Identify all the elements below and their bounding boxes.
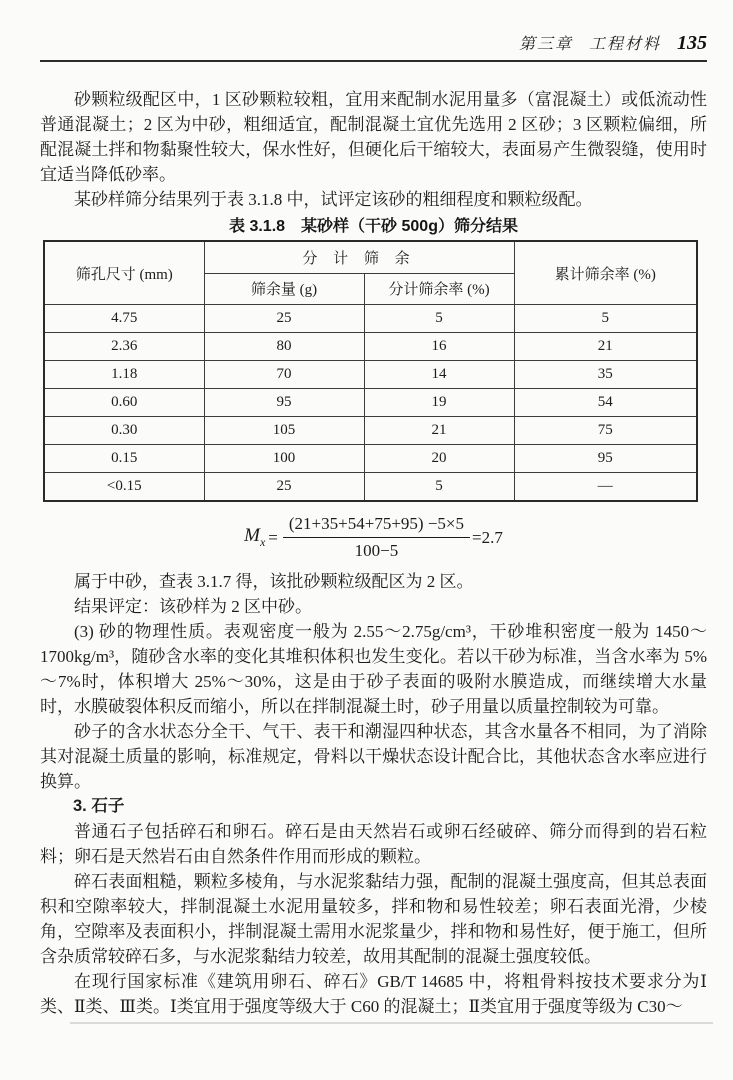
- table-row: [44, 389, 697, 417]
- page-header: [40, 32, 707, 56]
- table-row: [44, 473, 697, 502]
- paragraph-moisture-states: 砂子的含水状态分全干、气干、表干和潮湿四种状态，其含水量各不相同，为了消除其对混凝土质量的影响，标准规定，骨料以干燥状态设计配合比，其他状态含水率应进行换算。: [40, 722, 707, 791]
- table-cell: 35: [514, 361, 697, 389]
- table-title: 表 3.1.8 某砂样（干砂 500g）筛分结果: [229, 218, 518, 235]
- table-cell: 16: [364, 333, 514, 361]
- table-cell: 5: [364, 305, 514, 333]
- table-cell: 4.75: [44, 305, 204, 333]
- scan-artifact-line: [70, 1022, 713, 1024]
- heading-stones: 3. 石子: [73, 797, 125, 815]
- table-cell: <0.15: [44, 473, 204, 502]
- table-cell: 95: [514, 445, 697, 473]
- table-cell: 20: [364, 445, 514, 473]
- formula-fraction: [283, 514, 470, 561]
- table-cell: 1.18: [44, 361, 204, 389]
- table-cell: 21: [514, 333, 697, 361]
- table-cell: 0.30: [44, 417, 204, 445]
- table-cell: 19: [364, 389, 514, 417]
- table-cell: 75: [514, 417, 697, 445]
- table-cell: 0.15: [44, 445, 204, 473]
- header-rule: [40, 60, 707, 62]
- table-row: [44, 305, 697, 333]
- table-cell: 0.60: [44, 389, 204, 417]
- paragraph-sand-zones: 砂颗粒级配区中，1 区砂颗粒较粗，宜用来配制水泥用量多（富混凝土）或低流动性普通混凝土；2 区为中砂，粗细适宜，配制混凝土宜优先选用 2 区砂；3 区颗粒偏细，所配混凝土拌和物黏聚性较大，保水性好，但硬化后干缩较大，表面易产生微裂缝，使用时宜适当降低砂率。: [40, 90, 707, 184]
- table-cell: 14: [364, 361, 514, 389]
- table-row: [44, 417, 697, 445]
- paragraph-sieve-intro: 某砂样筛分结果列于表 3.1.8 中，试评定该砂的粗细程度和颗粒级配。: [74, 190, 593, 209]
- paragraph-national-standard: 在现行国家标准《建筑用卵石、碎石》GB/T 14685 中，将粗骨料按技术要求分为Ⅰ类、Ⅱ类、Ⅲ类。Ⅰ类宜用于强度等级大于 C60 的混凝土；Ⅱ类宜用于强度等级为 C30～: [40, 972, 707, 1016]
- paragraph-physical-properties: [40, 619, 707, 719]
- table-cell: 21: [364, 417, 514, 445]
- term-label: (3) 砂的物理性质。: [74, 622, 224, 641]
- table-cell: 105: [204, 417, 364, 445]
- paragraph-medium-sand: 属于中砂，查表 3.1.7 得，该批砂颗粒级配区为 2 区。: [74, 572, 474, 591]
- table-cell: 80: [204, 333, 364, 361]
- sieve-results-table: [43, 240, 698, 502]
- fineness-modulus-formula: [40, 514, 707, 561]
- table-cell: 54: [514, 389, 697, 417]
- table-header-row: [44, 241, 697, 273]
- table-cell: —: [514, 473, 697, 502]
- table-cell: 95: [204, 389, 364, 417]
- table-cell: 25: [204, 473, 364, 502]
- chapter-label: 第三章: [518, 36, 573, 53]
- page-number: 135: [677, 32, 707, 54]
- col-header-sieve-size: 筛孔尺寸 (mm): [44, 241, 204, 305]
- col-header-partial-residue-rate: 分计筛余率 (%): [364, 273, 514, 305]
- formula-numerator: (21+35+54+75+95) −5×5: [283, 514, 470, 538]
- formula-result: =2.7: [472, 527, 503, 547]
- table-row: [44, 361, 697, 389]
- table-cell: 5: [364, 473, 514, 502]
- formula-equals: =: [268, 527, 278, 547]
- section-label: 工程材料: [588, 36, 661, 53]
- formula-denominator: 100−5: [354, 541, 399, 560]
- table-cell: 25: [204, 305, 364, 333]
- paragraph-crushed-vs-pebble: 碎石表面粗糙，颗粒多棱角，与水泥浆黏结力强，配制的混凝土强度高，但其总表面积和空隙率较大，拌制混凝土水泥用量较多，拌和物和易性较差；卵石表面光滑，少棱角，空隙率及表面积小，拌制混凝土需用水泥浆量少，拌和物和易性好，便于施工，但所含杂质常较碎石多，与水泥浆黏结力较差，故用其配制的混凝土强度较低。: [40, 872, 707, 966]
- table-cell: 2.36: [44, 333, 204, 361]
- table-cell: 100: [204, 445, 364, 473]
- paragraph-result-evaluation: 结果评定：该砂样为 2 区中砂。: [74, 597, 312, 616]
- col-header-group-partial-residue: 分 计 筛 余: [204, 241, 514, 273]
- table-cell: 5: [514, 305, 697, 333]
- formula-variable: $M_x$: [244, 525, 266, 549]
- table-row: [44, 445, 697, 473]
- table-row: [44, 333, 697, 361]
- paragraph-stone-types: 普通石子包括碎石和卵石。碎石是由天然岩石或卵石经破碎、筛分而得到的岩石粒料；卵石是天然岩石由自然条件作用而形成的颗粒。: [40, 822, 707, 866]
- paragraph-physical-properties-text: 表观密度一般为 2.55～2.75g/cm³，干砂堆积密度一般为 1450～1700kg/m³，随砂含水率的变化其堆积体积也发生变化。若以干砂为标准，当含水率为 5%～7%时，体积增大 25%～30%，这是由于砂子表面的吸附水膜造成，而继续增大水量时，水膜破裂体积反而缩小，所以在拌制混凝土时，砂子用量以质量控制较为可靠。: [40, 622, 708, 716]
- col-header-cumulative-residue: 累计筛余率 (%): [514, 241, 697, 305]
- col-header-residue-mass: 筛余量 (g): [204, 273, 364, 305]
- table-cell: 70: [204, 361, 364, 389]
